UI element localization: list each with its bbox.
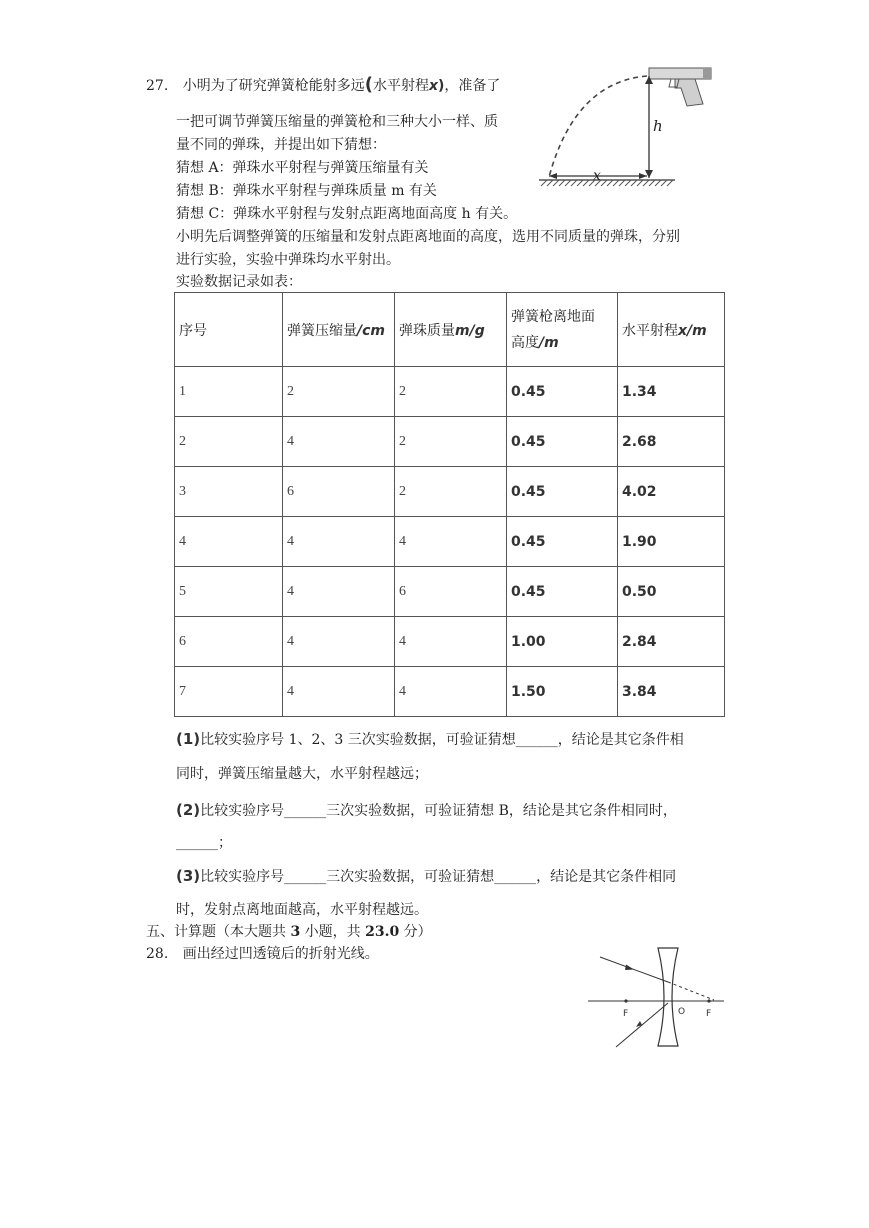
q27-line-9: 实验数据记录如表： [176,274,302,290]
q27-intro-end: ，准备了 [444,78,501,94]
ground-hatching [541,180,673,186]
header-mass: 弹珠质量m/g [395,293,507,367]
spring-gun-figure [535,62,720,190]
q27-line-2: 一把可调节弹簧压缩量的弹簧枪和三种大小一样、质 [176,114,498,130]
q27-line-7: 小明先后调整弹簧的压缩量和发射点距离地面的高度，选用不同质量的弹珠，分别 [176,229,680,245]
guess-a: 猜想 A：弹珠水平射程与弹簧压缩量有关 [176,160,429,176]
table-row: 1 2 2 0.45 1.34 [175,367,725,417]
paren-open: ( [364,74,373,95]
subquestion-2-text: 比较实验序号______三次实验数据，可验证猜想 B，结论是其它条件相同时， [200,803,677,819]
gun-icon [649,68,711,106]
paren-close: ) [437,78,445,94]
experiment-data-table [174,292,725,717]
concave-lens-figure [586,945,726,1050]
header-index: 序号 [175,293,283,367]
q27-intro-text: 小明为了研究弹簧枪能射多远 [182,78,365,94]
subquestion-2 [176,800,677,821]
ray-extension-dashed [668,982,714,1000]
subquestion-3-label: (3) [176,867,201,885]
question-number: 27. [146,78,169,94]
q27-intro-range: 水平射程 [372,78,429,94]
label-h: h [653,117,663,135]
subquestion-3-text: 比较实验序号______三次实验数据，可验证猜想______，结论是其它条件相同 [200,869,677,885]
q28-text: 画出经过凹透镜后的折射光线。 [182,946,379,962]
subquestion-3 [176,866,676,887]
total-score: 23.0 [365,924,400,940]
q27-line-3: 量不同的弹珠，并提出如下猜想： [176,137,386,153]
table-header-row [175,293,725,367]
label-f-left: F [623,1009,629,1019]
subquestion-1-text: 比较实验序号 1、2、3 三次实验数据，可验证猜想______，结论是其它条件相 [200,732,684,748]
table-row: 6 4 4 1.00 2.84 [175,617,725,667]
trajectory-dashed-curve [549,76,647,177]
header-compression: 弹簧压缩量/cm [283,293,395,367]
subquestion-2-continued: ______； [176,835,232,851]
header-height: 弹簧枪离地面 高度/m [507,293,618,367]
subquestion-1-continued: 同时，弹簧压缩量越大，水平射程越远； [176,766,428,782]
header-range: 水平射程x/m [618,293,725,367]
table-row: 5 4 6 0.45 0.50 [175,567,725,617]
table-row: 3 6 2 0.45 4.02 [175,467,725,517]
q28-line [146,944,379,964]
subquestion-1-label: (1) [176,730,201,748]
table-row: 4 4 4 0.45 1.90 [175,517,725,567]
subquestion-2-label: (2) [176,801,201,819]
guess-c: 猜想 C：弹珠水平射程与发射点距离地面高度 h 有关。 [176,206,518,222]
subquestion-1 [176,729,684,750]
table-row: 2 4 2 0.45 2.68 [175,417,725,467]
section-five-heading: 五、计算题（本大题共 3 小题，共 23.0 分） [146,924,432,940]
label-f-right: F [706,1009,712,1019]
var-x: x [428,78,438,94]
label-x: x [593,168,601,184]
q27-line-1 [146,75,500,96]
concave-lens [658,948,678,1046]
label-o: O [678,1007,686,1017]
question-number: 28. [146,946,169,962]
table-row: 7 4 4 1.50 3.84 [175,667,725,717]
q27-line-8: 进行实验，实验中弹珠均水平射出。 [176,252,400,268]
guess-b: 猜想 B：弹珠水平射程与弹珠质量 m 有关 [176,183,437,199]
question-count: 3 [290,924,301,940]
subquestion-3-continued: 时，发射点离地面越高，水平射程越远。 [176,902,428,918]
